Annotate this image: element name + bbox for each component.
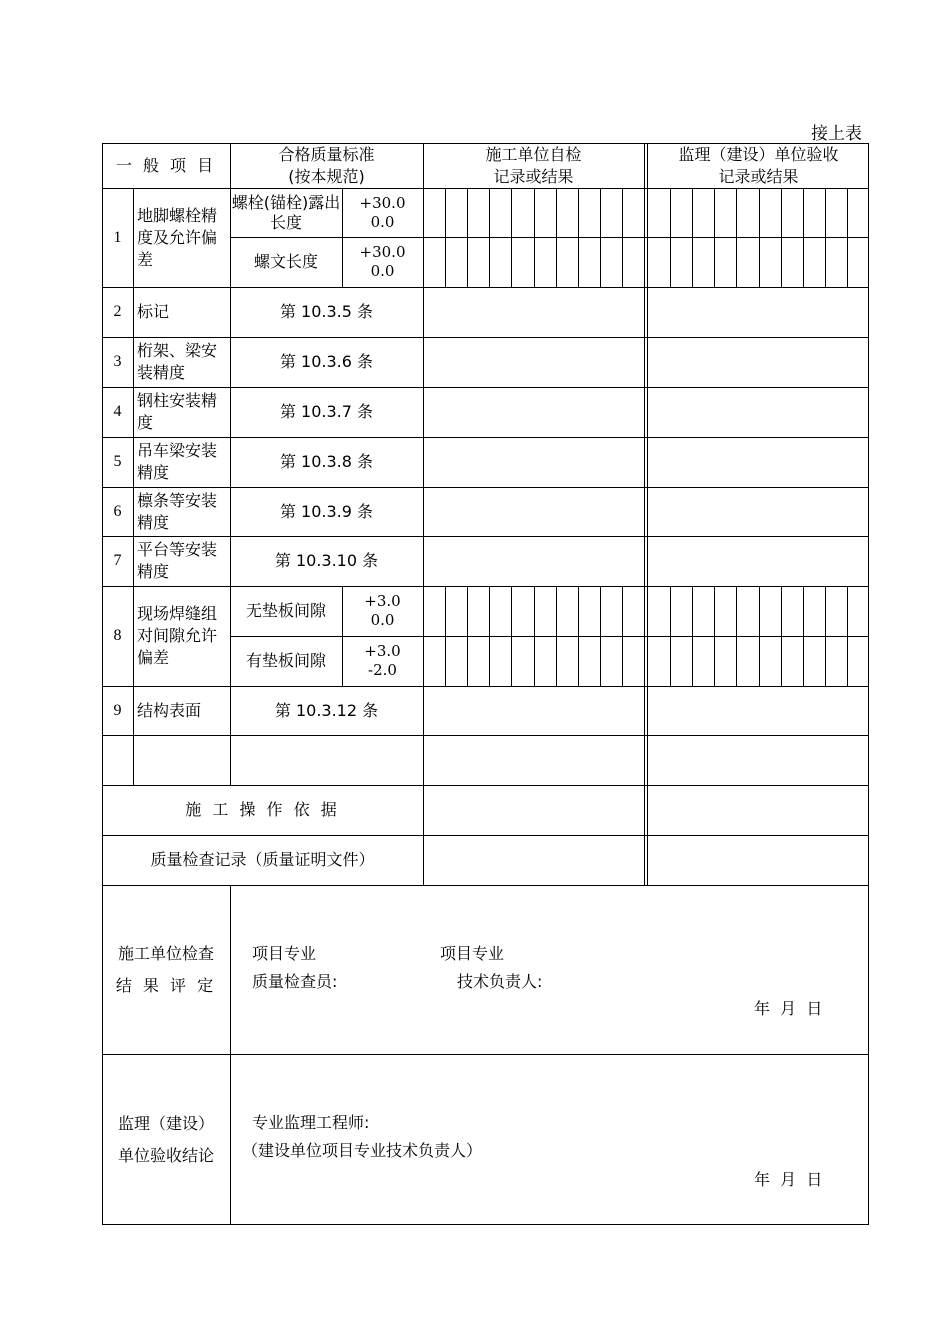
tolerance-lower: 0.0: [370, 262, 395, 280]
grid-tick-line: [736, 586, 737, 686]
quality-record-label: 质量检查记录（质量证明文件）: [150, 850, 375, 869]
grid-tick-line: [670, 586, 671, 686]
grid-tick-line: [600, 188, 601, 287]
item-name: 地脚螺栓精度及允许偏差: [137, 205, 218, 269]
grid-tick-line: [736, 188, 737, 287]
item-name: 结构表面: [137, 700, 202, 720]
grid-tick-line: [692, 188, 693, 287]
row-number: 1: [113, 228, 122, 246]
standard-clause: 第 10.3.9 条: [279, 501, 374, 521]
inspector-line2: 质量检查员:: [252, 972, 338, 991]
tolerance-value: [342, 188, 423, 237]
item-name: 标记: [137, 302, 170, 321]
grid-tick-line: [445, 188, 446, 287]
tolerance-upper: +30.0: [359, 193, 406, 212]
grid-tick-line: [714, 586, 715, 686]
tolerance-upper: +3.0: [364, 642, 401, 660]
grid-tick-line: [578, 586, 579, 686]
grid-tick-line: [622, 586, 623, 686]
grid-tick-line: [511, 586, 512, 686]
grid-tick-line: [803, 188, 804, 287]
grid-tick-line: [825, 188, 826, 287]
standard-clause: 第 10.3.7 条: [279, 402, 374, 421]
supervisor-label-line1: 监理（建设）: [117, 1113, 214, 1133]
sub-item-name: 有垫板间隙: [245, 651, 326, 670]
standard-clause: 第 10.3.12 条: [274, 700, 379, 720]
header-sup-line2: 记录或结果: [718, 166, 799, 186]
header-general-items: 一 般 项 目: [115, 155, 217, 175]
supervisor-label-line2: 单位验收结论: [117, 1145, 214, 1165]
header-self-line2: 记录或结果: [493, 166, 574, 186]
tolerance-lower: -2.0: [368, 661, 397, 679]
row-number: 3: [113, 353, 122, 370]
header-self-check: [423, 143, 644, 188]
grid-tick-line: [489, 188, 490, 287]
grid-tick-line: [556, 586, 557, 686]
grid-tick-line: [803, 586, 804, 686]
grid-tick-line: [445, 586, 446, 686]
tolerance-lower: 0.0: [370, 611, 395, 629]
grid-tick-line: [759, 586, 760, 686]
tolerance-upper: +3.0: [364, 592, 401, 610]
row-number: 2: [113, 303, 122, 320]
supervision-engineer-signature: 专业监理工程师:: [252, 1113, 370, 1132]
sub-item-name: 无垫板间隙: [245, 601, 326, 620]
row-number: 4: [113, 403, 122, 420]
grid-tick-line: [692, 586, 693, 686]
item-name: 桁架、梁安装精度: [137, 341, 218, 382]
technical-lead-signature: [440, 940, 542, 996]
header-self-line1: 施工单位自检: [485, 144, 582, 164]
row-number: 6: [113, 502, 122, 520]
header-sup-line1: 监理（建设）单位验收: [678, 144, 839, 164]
grid-tick-line: [600, 586, 601, 686]
grid-tick-line: [556, 188, 557, 287]
contractor-label-line1: 施工单位检查: [117, 943, 214, 963]
grid-tick-line: [622, 188, 623, 287]
standard-clause: 第 10.3.5 条: [279, 302, 374, 321]
quality-inspector-signature: [252, 940, 337, 996]
grid-tick-line: [467, 188, 468, 287]
standard-clause: 第 10.3.8 条: [279, 452, 374, 471]
grid-tick-line: [467, 586, 468, 686]
grid-tick-line: [670, 188, 671, 287]
tech-lead-line2: 技术负责人:: [457, 972, 543, 991]
grid-tick-line: [847, 586, 848, 686]
standard-clause: 第 10.3.6 条: [279, 352, 374, 371]
inspection-table: [102, 143, 869, 1225]
grid-tick-line: [781, 586, 782, 686]
sub-item-name: 螺文长度: [253, 252, 318, 271]
sub-item-name: 螺栓(锚栓)露出长度: [231, 192, 341, 232]
grid-tick-line: [489, 586, 490, 686]
header-supervision: [648, 143, 869, 188]
tolerance-upper: +30.0: [359, 243, 406, 261]
owner-representative-signature: （建设单位项目专业技术负责人）: [242, 1141, 483, 1160]
grid-tick-line: [511, 188, 512, 287]
tolerance-value: [342, 636, 423, 686]
tech-lead-line1: 项目专业: [440, 944, 505, 963]
grid-tick-line: [578, 188, 579, 287]
item-name: 平台等安装精度: [137, 540, 218, 581]
continuation-label: 接上表: [811, 124, 862, 144]
supervisor-conclusion-label: [102, 1054, 230, 1225]
grid-tick-line: [847, 188, 848, 287]
column-divider: [230, 885, 231, 1225]
header-standard-line2: (按本规范): [288, 166, 365, 186]
item-name: 钢柱安装精度: [137, 391, 218, 432]
inspector-line1: 项目专业: [252, 944, 317, 963]
contractor-label-line2: 结 果 评 定: [115, 975, 217, 995]
grid-tick-line: [534, 188, 535, 287]
item-name: 檩条等安装精度: [137, 490, 218, 532]
row-number: 5: [113, 453, 122, 470]
row-number: 8: [113, 627, 122, 644]
header-standard-line1: 合格质量标准: [278, 144, 375, 164]
standard-clause: 第 10.3.10 条: [274, 551, 379, 570]
contractor-date: 年 月 日: [754, 999, 823, 1018]
tolerance-value: [342, 237, 423, 287]
grid-tick-line: [534, 586, 535, 686]
header-standard: [230, 143, 423, 188]
operation-basis-label: 施 工 操 作 依 据: [185, 800, 340, 819]
tolerance-lower: 0.0: [370, 212, 395, 231]
grid-tick-line: [781, 188, 782, 287]
item-name: 吊车梁安装精度: [137, 441, 218, 482]
row-number: 7: [113, 552, 122, 569]
item-name: 现场焊缝组对间隙允许偏差: [137, 604, 218, 667]
grid-tick-line: [825, 586, 826, 686]
supervisor-date: 年 月 日: [754, 1170, 823, 1189]
grid-tick-line: [759, 188, 760, 287]
row-number: 9: [113, 701, 122, 719]
grid-tick-line: [714, 188, 715, 287]
tolerance-value: [342, 586, 423, 636]
contractor-evaluation-label: [102, 885, 230, 1054]
